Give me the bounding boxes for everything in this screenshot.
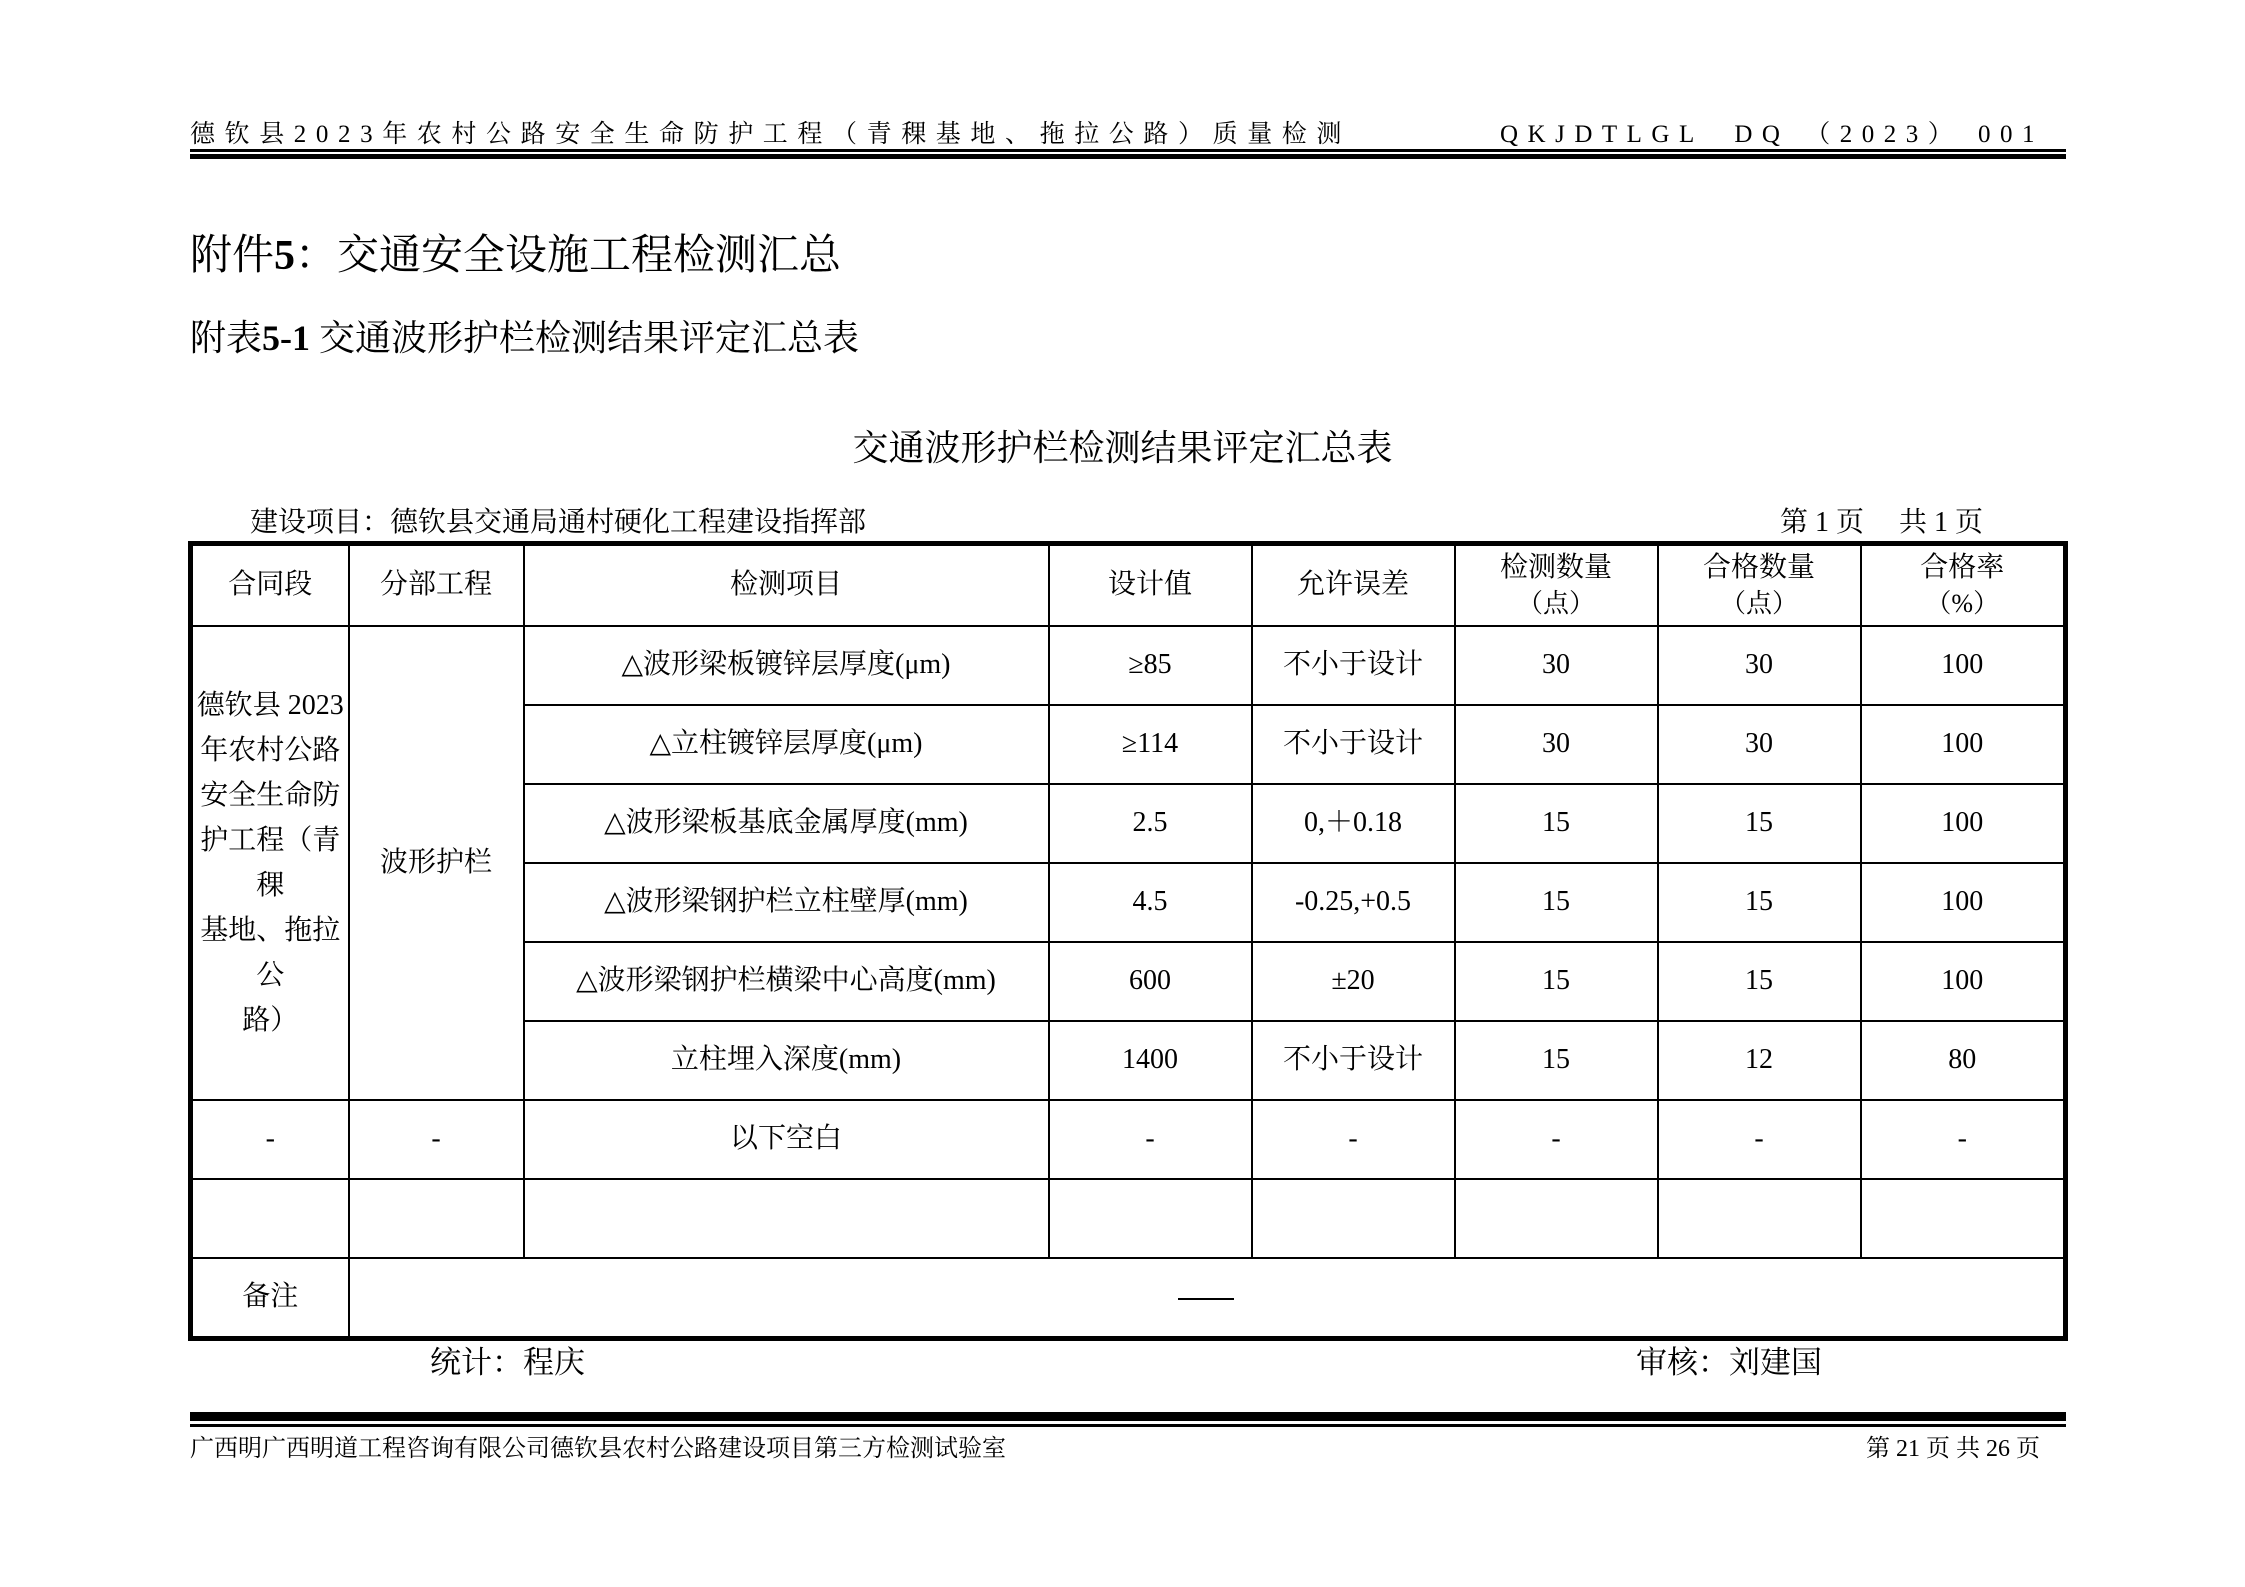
test-item-cell: △波形梁板镀锌层厚度(μm): [524, 626, 1049, 705]
section-line: 德钦县 2023: [196, 690, 344, 721]
section-line: 路）: [242, 1005, 299, 1036]
design-value-cell: 2.5: [1049, 784, 1252, 863]
test-item-cell: △立柱镀锌层厚度(μm): [524, 705, 1049, 784]
tolerance-cell: ±20: [1252, 942, 1455, 1021]
reviewer-signature: 审核：刘建国: [1636, 1345, 1822, 1381]
footer-rule-thick: [190, 1412, 2066, 1421]
running-header-code: QKJDTLGL DQ （2023） 001: [1500, 121, 2044, 148]
section-line: 基地、拖拉公: [200, 915, 341, 991]
empty-cell: [1658, 1179, 1861, 1258]
pass-count-cell: 15: [1658, 863, 1861, 942]
test-item-cell: △波形梁钢护栏横梁中心高度(mm): [524, 942, 1049, 1021]
sub-project-cell: 波形护栏: [349, 626, 524, 1100]
tolerance-cell: 不小于设计: [1252, 705, 1455, 784]
blank-design-cell: -: [1049, 1100, 1252, 1179]
appendix-heading-prefix: 附件: [190, 233, 275, 279]
design-value-cell: ≥114: [1049, 705, 1252, 784]
blank-sub-project-cell: -: [349, 1100, 524, 1179]
blank-marker-row: [191, 1100, 2066, 1179]
empty-cell: [349, 1179, 524, 1258]
table-row: [191, 626, 2066, 705]
pass-count-cell: 30: [1658, 705, 1861, 784]
table-heading-prefix: 附表: [190, 318, 263, 358]
results-table: [188, 541, 2068, 1341]
header-contract-section: 合同段: [191, 544, 349, 627]
header-tolerance: 允许误差: [1252, 544, 1455, 627]
section-line: 护工程（青稞: [200, 825, 341, 901]
empty-cell: [1861, 1179, 2066, 1258]
test-count-cell: 15: [1455, 1021, 1658, 1100]
blank-section-cell: -: [191, 1100, 349, 1179]
header-test-item: 检测项目: [524, 544, 1049, 627]
test-count-cell: 15: [1455, 784, 1658, 863]
test-item-cell: △波形梁钢护栏立柱壁厚(mm): [524, 863, 1049, 942]
pass-rate-cell: 100: [1861, 784, 2066, 863]
table-header-row: [191, 544, 2066, 627]
test-count-cell: 30: [1455, 705, 1658, 784]
tolerance-cell: 0,＋0.18: [1252, 784, 1455, 863]
pass-count-cell: 12: [1658, 1021, 1861, 1100]
blank-tolerance-cell: -: [1252, 1100, 1455, 1179]
test-count-cell: 15: [1455, 863, 1658, 942]
header-pass-rate-unit: （%）: [1925, 588, 2000, 618]
blank-rate-cell: -: [1861, 1100, 2066, 1179]
table-heading-title: 交通波形护栏检测结果评定汇总表: [310, 318, 860, 358]
header-test-count: [1455, 544, 1658, 627]
design-value-cell: 4.5: [1049, 863, 1252, 942]
empty-cell: [524, 1179, 1049, 1258]
appendix-heading: [190, 222, 841, 282]
pass-rate-cell: 100: [1861, 705, 2066, 784]
header-design-value: 设计值: [1049, 544, 1252, 627]
pass-count-cell: 30: [1658, 626, 1861, 705]
footer-page-number: 第 21 页 共 26 页: [1866, 1436, 2040, 1462]
pass-rate-cell: 100: [1861, 626, 2066, 705]
design-value-cell: 1400: [1049, 1021, 1252, 1100]
tolerance-cell: 不小于设计: [1252, 626, 1455, 705]
statistician-signature: 统计：程庆: [430, 1345, 585, 1381]
table-heading-number: 5-1: [262, 318, 311, 358]
pass-rate-cell: 100: [1861, 942, 2066, 1021]
design-value-cell: ≥85: [1049, 626, 1252, 705]
header-pass-count: [1658, 544, 1861, 627]
tolerance-cell: -0.25,+0.5: [1252, 863, 1455, 942]
pass-rate-cell: 80: [1861, 1021, 2066, 1100]
footer-company: 广西明广西明道工程咨询有限公司德钦县农村公路建设项目第三方检测试验室: [190, 1436, 1006, 1462]
header-pass-rate: [1861, 544, 2066, 627]
table-heading: [190, 310, 859, 361]
appendix-heading-number: 5: [274, 233, 296, 279]
table-page-info: 第 1 页 共 1 页: [1780, 507, 1984, 538]
remarks-value: [349, 1258, 2066, 1339]
header-rule-thick: [190, 154, 2066, 159]
header-rule-thin: [190, 149, 2066, 152]
header-pass-count-unit: （点）: [1719, 588, 1798, 618]
empty-cell: [1455, 1179, 1658, 1258]
test-item-cell: △波形梁板基底金属厚度(mm): [524, 784, 1049, 863]
empty-cell: [1252, 1179, 1455, 1258]
test-count-cell: 30: [1455, 626, 1658, 705]
test-count-cell: 15: [1455, 942, 1658, 1021]
pass-count-cell: 15: [1658, 784, 1861, 863]
header-pass-rate-label: 合格率: [1920, 552, 2005, 584]
contract-section-cell: [191, 626, 349, 1100]
empty-row: [191, 1179, 2066, 1258]
header-test-count-label: 检测数量: [1499, 552, 1612, 584]
empty-cell: [191, 1179, 349, 1258]
blank-passed-cell: -: [1658, 1100, 1861, 1179]
empty-cell: [1049, 1179, 1252, 1258]
design-value-cell: 600: [1049, 942, 1252, 1021]
pass-count-cell: 15: [1658, 942, 1861, 1021]
remarks-label: 备注: [191, 1258, 349, 1339]
header-sub-project: 分部工程: [349, 544, 524, 627]
blank-tested-cell: -: [1455, 1100, 1658, 1179]
appendix-heading-title: ：交通安全设施工程检测汇总: [295, 233, 842, 279]
pass-rate-cell: 100: [1861, 863, 2066, 942]
test-item-cell: 立柱埋入深度(mm): [524, 1021, 1049, 1100]
blank-below-label: 以下空白: [524, 1100, 1049, 1179]
footer-rule-thin: [190, 1424, 2066, 1427]
section-line: 安全生命防: [200, 780, 341, 811]
remarks-row: [191, 1258, 2066, 1339]
remarks-dash: [1178, 1298, 1234, 1300]
section-line: 年农村公路: [200, 735, 341, 766]
project-line: 建设项目：德钦县交通局通村硬化工程建设指挥部: [250, 507, 867, 538]
tolerance-cell: 不小于设计: [1252, 1021, 1455, 1100]
running-header-title: 德钦县2023年农村公路安全生命防护工程（青稞基地、拖拉公路）质量检测: [190, 121, 1352, 148]
table-title: 交通波形护栏检测结果评定汇总表: [852, 428, 1393, 468]
header-pass-count-label: 合格数量: [1702, 552, 1815, 584]
header-test-count-unit: （点）: [1516, 588, 1595, 618]
